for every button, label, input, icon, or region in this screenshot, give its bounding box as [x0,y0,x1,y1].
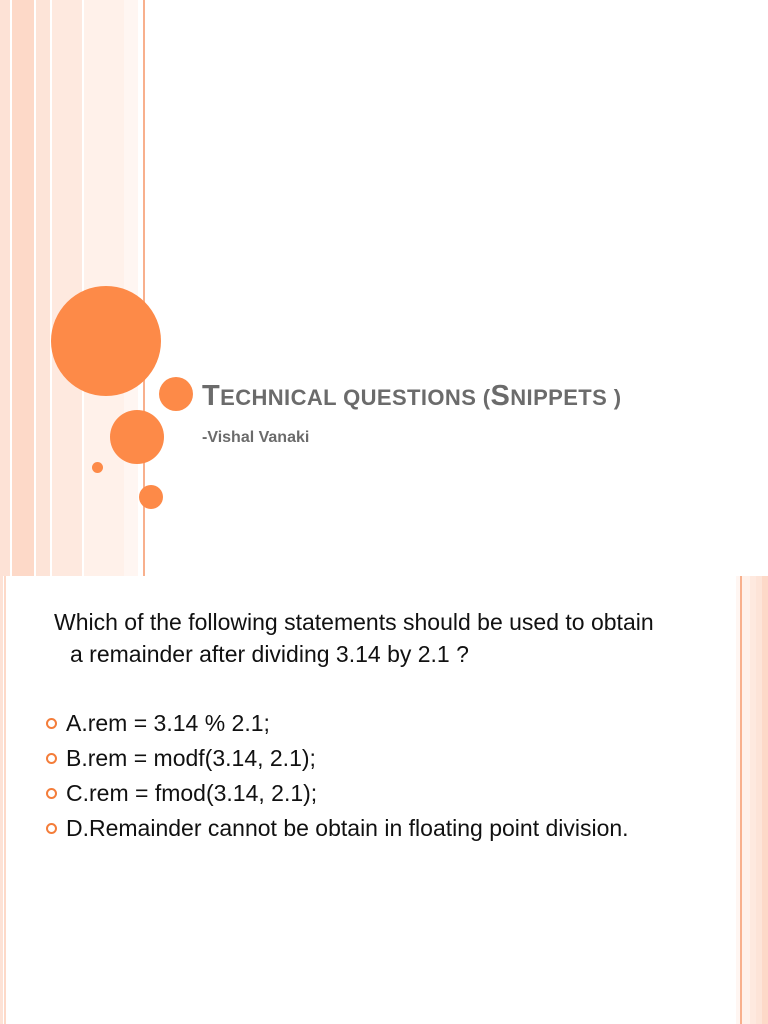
answer-options-list [46,706,629,846]
answer-option-b [46,741,629,776]
answer-option-text: C.rem = fmod(3.14, 2.1); [66,780,318,806]
decor-stripe [124,0,138,576]
ring-bullet-icon [46,753,57,764]
decor-circle-small [139,485,163,509]
decor-stripe [0,0,10,576]
answer-option-d [46,811,629,846]
slide-title [202,380,621,413]
question-line-2: a remainder after dividing 3.14 by 2.1 ? [70,641,469,667]
decor-circle-title [159,377,193,411]
question-slide [0,576,768,1024]
decor-stripe [36,0,50,576]
ring-bullet-icon [46,788,57,799]
answer-option-text: D.Remainder cannot be obtain in floating point division. [66,815,629,841]
answer-option-c [46,776,629,811]
answer-option-a [46,706,629,741]
decor-edge-left [0,576,6,1024]
question-text [54,606,744,670]
title-cap-s: S [490,380,511,412]
decor-circle-large [51,286,161,396]
decor-stripe [12,0,34,576]
question-line-1: Which of the following statements should be used to obtain [54,609,654,635]
decor-stripe [52,0,82,576]
answer-option-text: A.rem = 3.14 % 2.1; [66,710,270,736]
ring-bullet-icon [46,823,57,834]
decor-circle-tiny [92,462,103,473]
title-text-2: NIPPETS ) [510,385,622,410]
slide-subtitle-author: -Vishal Vanaki [202,429,310,446]
title-cap-t: T [202,380,221,412]
decor-circle-medium [110,410,164,464]
ring-bullet-icon [46,718,57,729]
answer-option-text: B.rem = modf(3.14, 2.1); [66,745,316,771]
title-text-1: ECHNICAL QUESTIONS ( [220,385,491,410]
